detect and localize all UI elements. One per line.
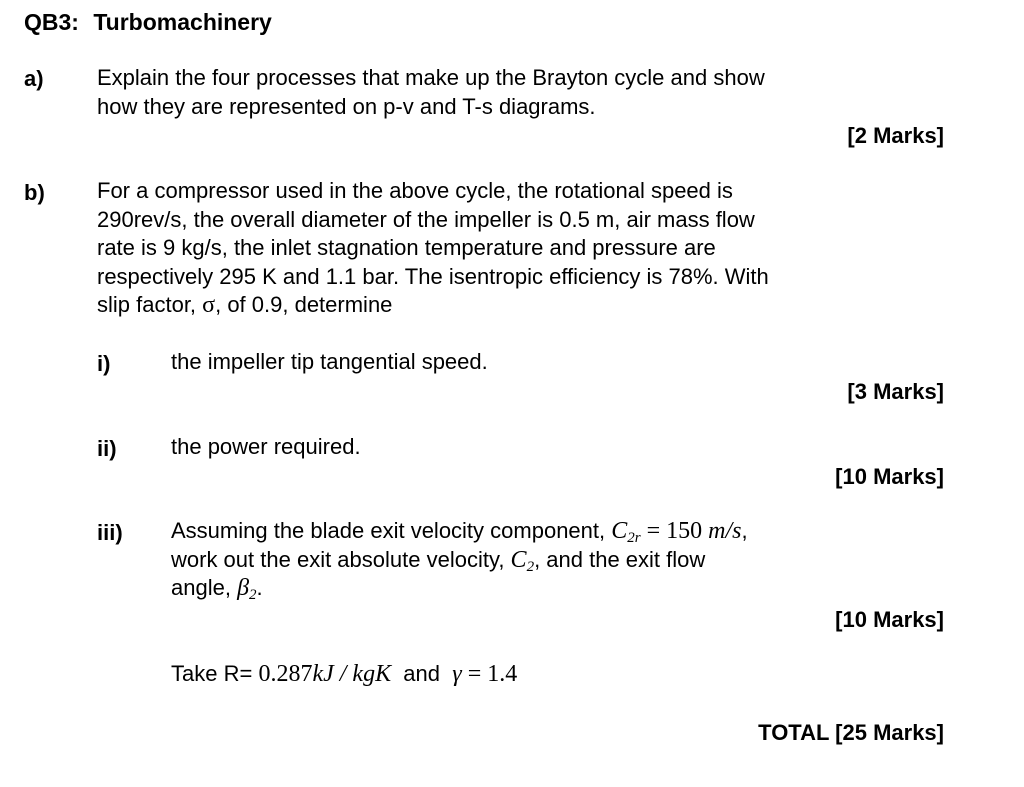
sub-iii-line-1-post: , <box>741 518 748 543</box>
part-b-line-2: 290rev/s, the overall diameter of the impeller is 0.5 m, air mass flow <box>97 206 755 232</box>
c2r-symbol <box>611 518 640 544</box>
sigma-symbol: σ <box>202 292 216 318</box>
sub-ii-label: ii) <box>97 436 117 461</box>
part-a-line-2: how they are represented on p-v and T-s diagrams. <box>97 93 596 119</box>
c2-letter: C <box>510 546 527 573</box>
gamma-value: = 1.4 <box>461 661 518 687</box>
c2r-unit: m/s <box>708 518 742 544</box>
part-a-label: a) <box>24 66 44 91</box>
beta-letter: β <box>237 575 250 601</box>
part-a-text <box>97 64 765 121</box>
sub-iii-line-1 <box>171 517 748 546</box>
sub-iii-label: iii) <box>97 520 123 545</box>
part-a-line-1: Explain the four processes that make up the Brayton cycle and show <box>97 65 765 90</box>
gamma-symbol: γ <box>452 661 462 687</box>
part-b-line-3: rate is 9 kg/s, the inlet stagnation temperature and pressure are <box>97 235 716 260</box>
c2r-value: = 150 <box>640 518 709 544</box>
part-b-line-5 <box>97 291 769 320</box>
sub-iii-line-2-post: , and the exit flow <box>534 546 706 572</box>
sub-iii-line-3 <box>171 574 748 603</box>
beta-subscript: 2 <box>249 587 257 603</box>
sub-ii-text: the power required. <box>171 434 361 459</box>
sub-iii-text <box>171 517 748 603</box>
c2-subscript: 2 <box>526 558 535 575</box>
sub-iii-line-3-pre: angle, <box>171 575 238 600</box>
sub-iii-line-2 <box>171 546 748 575</box>
question-title: Turbomachinery <box>93 9 272 35</box>
c2-symbol <box>511 547 535 573</box>
beta-symbol <box>237 575 256 601</box>
sub-ii-marks: [10 Marks] <box>835 464 944 489</box>
part-b-text <box>97 177 769 320</box>
question-heading <box>24 9 272 36</box>
r-value: 0.287 <box>258 661 313 687</box>
c2r-subscript: 2r <box>627 530 641 546</box>
sub-iii-line-3-post: . <box>256 575 263 600</box>
sub-i-text: the impeller tip tangential speed. <box>171 349 488 374</box>
part-b-line-4: respectively 295 K and 1.1 bar. The isentropic efficiency is 78%. With <box>97 263 769 289</box>
sub-i-marks: [3 Marks] <box>847 379 944 404</box>
given-mid: and <box>391 661 453 686</box>
sub-iii-marks: [10 Marks] <box>835 607 944 632</box>
part-b-line-5-post: , of 0.9, determine <box>215 292 393 317</box>
question-label: QB3: <box>24 9 79 35</box>
r-unit: kJ / kgK <box>312 661 392 687</box>
given-pre: Take R= <box>171 661 259 686</box>
sub-i-label: i) <box>97 351 111 376</box>
given-constants <box>171 660 517 689</box>
part-b-line-5-pre: slip factor, <box>97 292 203 317</box>
part-b-line-1: For a compressor used in the above cycle, the rotational speed is <box>97 178 733 203</box>
sub-iii-line-1-pre: Assuming the blade exit velocity component, <box>171 518 612 543</box>
c2r-letter: C <box>611 518 628 544</box>
part-a-marks: [2 Marks] <box>847 123 944 148</box>
total-marks: TOTAL [25 Marks] <box>758 720 944 745</box>
part-b-label: b) <box>24 180 45 205</box>
sub-iii-line-2-pre: work out the exit absolute velocity, <box>171 546 511 572</box>
